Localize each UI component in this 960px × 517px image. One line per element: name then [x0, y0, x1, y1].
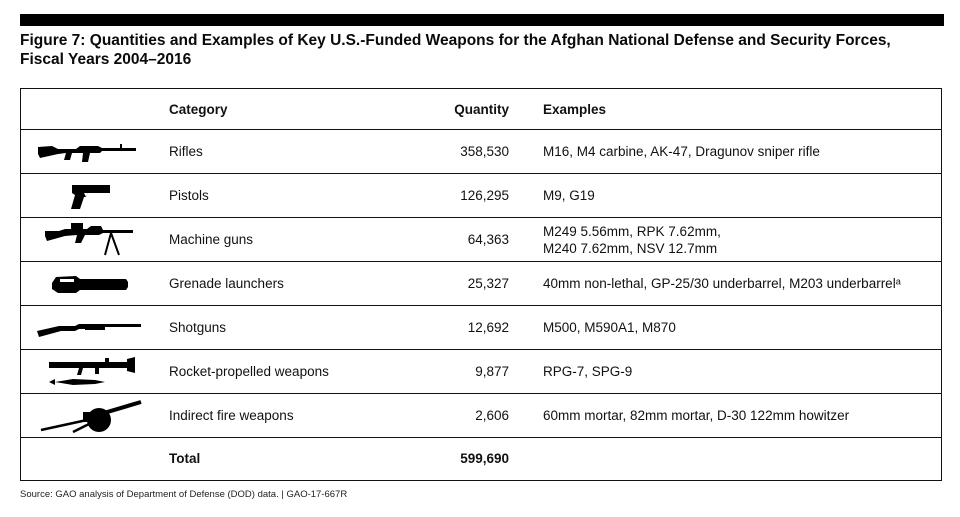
table-row [21, 174, 941, 218]
total-icon-cell [21, 438, 161, 479]
total-label: Total [169, 450, 201, 466]
grenade-launcher-icon [21, 262, 161, 306]
examples-cell: M9, G19 [543, 188, 595, 203]
examples-cell: M249 5.56mm, RPK 7.62mm, M240 7.62mm, NSV 12.7mm [543, 223, 721, 256]
icon-column-header [21, 89, 161, 130]
examples-cell: M500, M590A1, M870 [543, 320, 676, 335]
category-cell: Machine guns [169, 232, 254, 247]
header-bar [20, 14, 944, 26]
category-cell: Indirect fire weapons [169, 408, 294, 423]
quantity-cell: 9,877 [475, 364, 509, 379]
quantity-cell: 2,606 [475, 408, 509, 423]
examples-cell: RPG-7, SPG-9 [543, 364, 633, 379]
table-row [21, 394, 941, 438]
rocket-launcher-icon [21, 350, 161, 394]
category-cell: Grenade launchers [169, 276, 284, 291]
table-row [21, 350, 941, 394]
pistol-icon [21, 174, 161, 218]
total-row [21, 438, 941, 479]
quantity-cell: 12,692 [467, 320, 509, 335]
weapons-table-frame [20, 88, 942, 481]
source-note: Source: GAO analysis of Department of Defense (DOD) data. | GAO-17-667R [20, 489, 348, 500]
quantity-cell: 64,363 [467, 232, 509, 247]
examples-cell: 60mm mortar, 82mm mortar, D-30 122mm howitzer [543, 408, 850, 423]
table-row [21, 262, 941, 306]
quantity-header: Quantity [454, 101, 509, 117]
category-cell: Rifles [169, 144, 203, 159]
machine-gun-icon [21, 218, 161, 262]
table-header-row [21, 89, 941, 130]
total-quantity: 599,690 [460, 450, 509, 466]
category-cell: Rocket-propelled weapons [169, 364, 329, 379]
quantity-cell: 358,530 [460, 144, 509, 159]
examples-header: Examples [543, 101, 607, 117]
rifle-icon [21, 130, 161, 174]
category-header: Category [169, 101, 228, 117]
figure-title: Figure 7: Quantities and Examples of Key U.S.-Funded Weapons for the Afghan National Defense and Security Forces, Fiscal Years 2004–2016 [20, 32, 891, 68]
table-row [21, 306, 941, 350]
quantity-cell: 25,327 [467, 276, 509, 291]
shotgun-icon [21, 306, 161, 350]
weapons-table [21, 89, 941, 479]
table-row [21, 218, 941, 262]
artillery-icon [21, 394, 161, 438]
examples-cell: 40mm non-lethal, GP-25/30 underbarrel, M203 underbarrelᵃ [543, 276, 901, 291]
quantity-cell: 126,295 [460, 188, 509, 203]
category-cell: Pistols [169, 188, 209, 203]
table-row [21, 130, 941, 174]
category-cell: Shotguns [169, 320, 227, 335]
total-examples-cell [519, 438, 941, 479]
examples-cell: M16, M4 carbine, AK-47, Dragunov sniper rifle [543, 144, 820, 159]
